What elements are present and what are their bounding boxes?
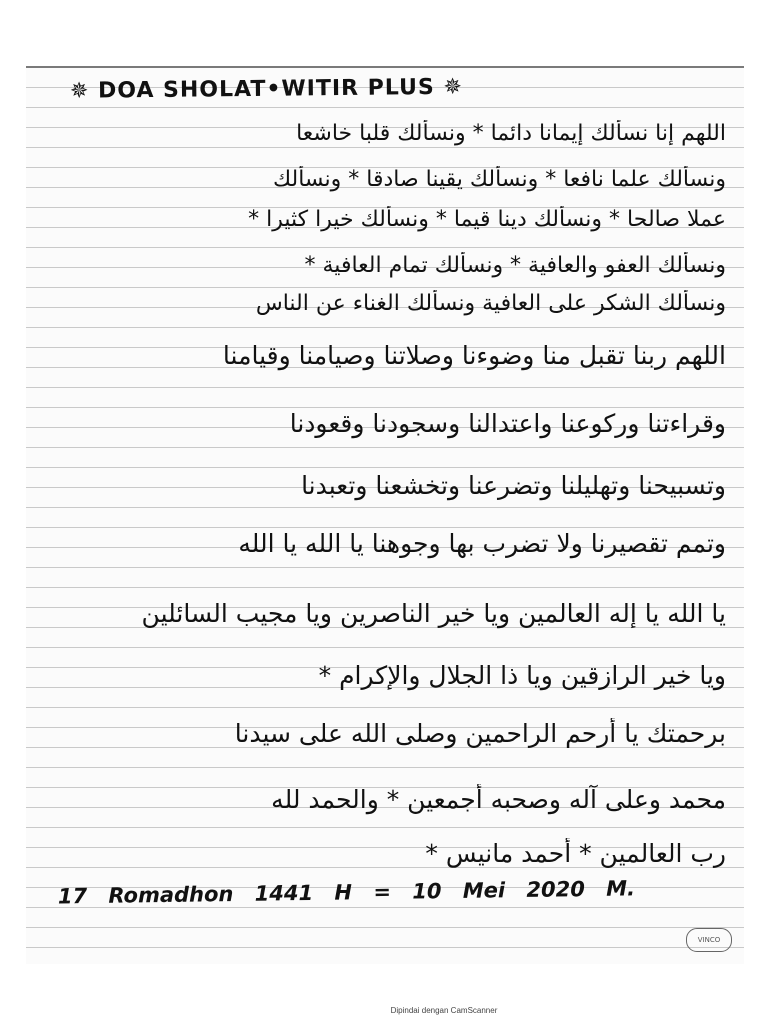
text-line-6: اللهم ربنا تقبل منا وضوءنا وصلاتنا وصيامنا وقيامنا <box>222 341 726 370</box>
date-line: 17 Romadhon 1441 H = 10 Mei 2020 M. <box>57 876 636 909</box>
text-line-7: وقراءتنا وركوعنا واعتدالنا وسجودنا وقعودنا <box>289 409 726 438</box>
scanner-watermark: Dipindai dengan CamScanner <box>390 1006 498 1015</box>
page-title: ✵ DOA SHOLAT•WITIR PLUS ✵ <box>69 74 463 104</box>
text-line-10: يا الله يا إله العالمين ويا خير الناصرين ويا مجيب السائلين <box>141 599 726 628</box>
text-line-11: ويا خير الرازقين ويا ذا الجلال والإكرام * <box>318 661 726 690</box>
text-line-9: وتمم تقصيرنا ولا تضرب بها وجوهنا يا الله يا الله <box>238 529 726 558</box>
text-line-13: محمد وعلى آله وصحبه أجمعين * والحمد لله <box>271 785 726 814</box>
text-line-3: عملا صالحا * ونسألك دينا قيما * ونسألك خيرا كثيرا * <box>248 207 726 232</box>
brand-stamp: VINCO <box>686 928 732 952</box>
notebook-page <box>26 66 744 964</box>
text-line-2: ونسألك علما نافعا * ونسألك يقينا صادقا * ونسألك <box>272 167 726 192</box>
text-line-12: برحمتك يا أرحم الراحمين وصلى الله على سيدنا <box>234 719 726 748</box>
text-line-14: رب العالمين * أحمد مانيس * <box>425 839 726 868</box>
text-line-1: اللهم إنا نسألك إيمانا دائما * ونسألك قلبا خاشعا <box>296 121 726 146</box>
text-line-5: ونسألك الشكر على العافية ونسألك الغناء عن الناس <box>255 291 726 316</box>
text-line-4: ونسألك العفو والعافية * ونسألك تمام العافية * <box>304 253 726 278</box>
text-line-8: وتسبيحنا وتهليلنا وتضرعنا وتخشعنا وتعبدنا <box>301 471 726 500</box>
